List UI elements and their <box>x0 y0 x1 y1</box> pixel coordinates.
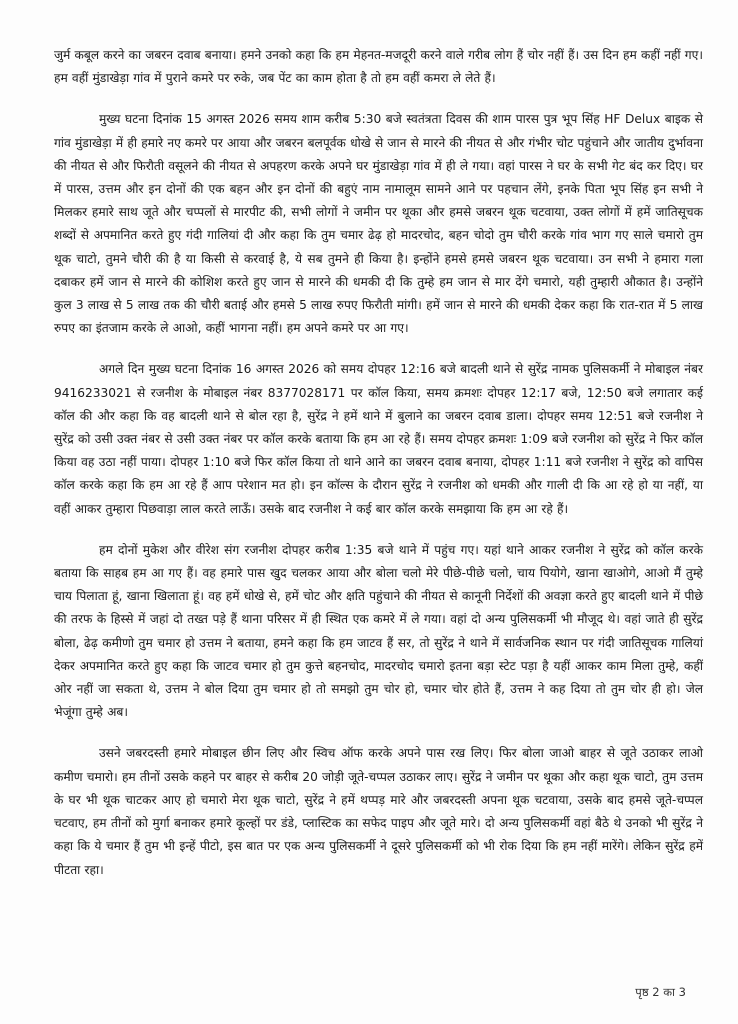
paragraph-3: अगले दिन मुख्य घटना दिनांक 16 अगस्त 2026 को समय दोपहर 12:16 बजे बादली थाने से सुरेंद्र नामक पुलिसकर्मी ने मोबाइल नंबर 9416233021 से रजनीश के मोबाइल नंबर 8377028171 पर कॉल किया, समय क्रमशः दोपहर 12:17 बजे, 12:50 बजे लगातार कई कॉल की और कहा कि वह बादली थाने से बोल रहा है, सुरेंद्र ने हमें थाने में बुलाने का जबरन दवाब डाला। दोपहर समय 12:51 बजे रजनीश ने सुरेंद्र को उसी उक्त नंबर से उसी उक्त नंबर पर कॉल करके बताया कि हम आ रहे हैं। समय दोपहर क्रमशः 1:09 बजे रजनीश को सुरेंद्र ने फिर कॉल किया वह उठा नहीं पाया। दोपहर 1:10 बजे फिर कॉल किया तो थाने आने का जबरन दवाब बनाया, दोपहर 1:11 बजे रजनीश ने सुरेंद्र को वापिस कॉल करके कहा कि हम आ रहे हैं आप परेशान मत हो। इन कॉल्स के दौरान सुरेंद्र ने रजनीश को धमकी और गाली दी कि आ रहे हो या नहीं, या वहीं आकर तुम्हारा पिछवाड़ा लाल करते लाऊँ। उसके बाद रजनीश ने कई बार कॉल करके समझाया कि हम आ रहे हैं। <box>54 362 703 516</box>
paragraph-2: मुख्य घटना दिनांक 15 अगस्त 2026 समय शाम करीब 5:30 बजे स्वतंत्रता दिवस की शाम पारस पुत्र भूप सिंह HF Delux बाइक से गांव मुंडाखेड़ा में ही हमारे नए कमरे पर आया और जबरन बलपूर्वक धोखे से जान से मारने की नीयत से और गंभीर चोट पहुंचाने और जातीय दुर्भावना की नीयत से और फिरौती वसूलने की नीयत से अपहरण करके अपने घर मुंडाखेड़ा गांव में ही ले गया। वहां पारस ने घर के सभी गेट बंद कर दिए। घर में पारस, उत्तम और इन दोनों की एक बहन और इन दोनों की बहुएं नाम नामालूम सामने आने पर पहचान लेंगे, इनके पिता भूप सिंह इन सभी ने मिलकर हमारे साथ जूते और चप्पलों से मारपीट की, सभी लोगों ने जमीन पर थूका और हमसे जबरन थूक चटवाया, उक्त लोगों में हमें जातिसूचक शब्दों से अपमानित करते हुए गंदी गालियां दी और कहा कि तुम चमार ढेढ़ हो मादरचोद, बहन चोदो तुम चौरी करके गांव भाग गए साले चमारो तुम थूक चाटो, तुमने चौरी की है या किसी से करवाई है, ये सब तुमने ही किया है। इन्होंने हमसे हमसे जबरन थूक चटवाया। उन सभी ने हमारा गला दबाकर हमें जान से मारने की कोशिश करते हुए जान से मारने की धमकी दी कि तुम्हे हम जान से मार देंगे चमारो, यही तुम्हारी औकात है। उन्होंने कुल 3 लाख से 5 लाख तक की चौरी बताई और हमसे 5 लाख रुपए फिरौती मांगी। हमें जान से मारने की धमकी देकर कहा कि रात-रात में 5 लाख रुपए का इंतजाम करके ले आओ, कहीं भागना नहीं। हम अपने कमरे पर आ गए। <box>54 112 703 336</box>
paragraph-5: उसने जबरदस्ती हमारे मोबाइल छीन लिए और स्विच ऑफ करके अपने पास रख लिए। फिर बोला जाओ बाहर से जूते उठाकर लाओ कमीण चमारो। हम तीनों उसके कहने पर बाहर से करीब 20 जोड़ी जूते-चप्पल उठाकर लाए। सुरेंद्र ने जमीन पर थूका और कहा थूक चाटो, तुम उत्तम के घर भी थूक चाटकर आए हो चमारो मेरा थूक चाटो, सुरेंद्र ने हमें थप्पड़ मारे और जबरदस्ती अपना थूक चटवाया, उसके बाद हमसे जूते-चप्पल चटवाए, हम तीनों को मुर्गा बनाकर हमारे कूल्हों पर डंडे, प्लास्टिक का सफेद पाइप और जूते मारे। दो अन्य पुलिसकर्मी वहां बैठे थे उनको भी सुरेंद्र ने कहा कि ये चमार हैं तुम भी इन्हें पीटो, इस बात पर एक अन्य पुलिसकर्मी ने दूसरे पुलिसकर्मी को भी रोक दिया कि हम नहीं मारेंगे। लेकिन सुरेंद्र हमें पीटता रहा। <box>54 746 703 877</box>
page-number: पृष्ठ 2 का 3 <box>635 985 686 999</box>
document-body <box>54 44 703 900</box>
paragraph-1: जुर्म कबूल करने का जबरन दवाब बनाया। हमने उनको कहा कि हम मेहनत-मजदूरी करने वाले गरीब लोग हैं चोर नहीं हैं। उस दिन हम कहीं नहीं गए। हम वहीं मुंडाखेड़ा गांव में पुराने कमरे पर रुके, जब पेंट का काम होता है तो हम वहीं कमरा ले लेते हैं। <box>54 48 703 86</box>
paragraph-4: हम दोनों मुकेश और वीरेश संग रजनीश दोपहर करीब 1:35 बजे थाने में पहुंच गए। यहां थाने आकर रजनीश ने सुरेंद्र को कॉल करके बताया कि साहब हम आ गए हैं। वह हमारे पास खुद चलकर आया और बोला चलो मेरे पीछे-पीछे चलो, चाय पियोगे, खाना खाओगे, आओ मैं तुम्हे चाय पिलाता हूं, खाना खिलाता हूं। वह हमें धोखे से, हमें चोट और क्षति पहुंचाने की नीयत से कानूनी निर्देशों की अवज्ञा करते हुए बादली थाने में पीछे की तरफ के हिस्से में जहां दो तख्त पड़े हैं थाना परिसर में ही स्थित एक कमरे में ले गया। वहां दो अन्य पुलिसकर्मी भी मौजूद थे। वहां जाते ही सुरेंद्र बोला, ढेढ़ कमीणो तुम चमार हो उत्तम ने बताया, हमने कहा कि हम जाटव हैं सर, तो सुरेंद्र ने थाने में सार्वजनिक स्थान पर गंदी जातिसूचक गालियां देकर अपमानित करते हुए कहा कि जाटव चमार हो तुम कुत्ते बहनचोद, मादरचोद चमारो इतना बड़ा स्टेट पड़ा है यहीं आकर काम मिला तुम्हे, कहीं ओर नहीं जा सकता थे, उत्तम ने बोल दिया तुम चमार हो तो समझो तुम चोर हो, चमार चोर होते हैं, उत्तम ने कह दिया तो तुम चोर ही हो। जेल भेजूंगा तुम्हे अब। <box>54 542 703 720</box>
